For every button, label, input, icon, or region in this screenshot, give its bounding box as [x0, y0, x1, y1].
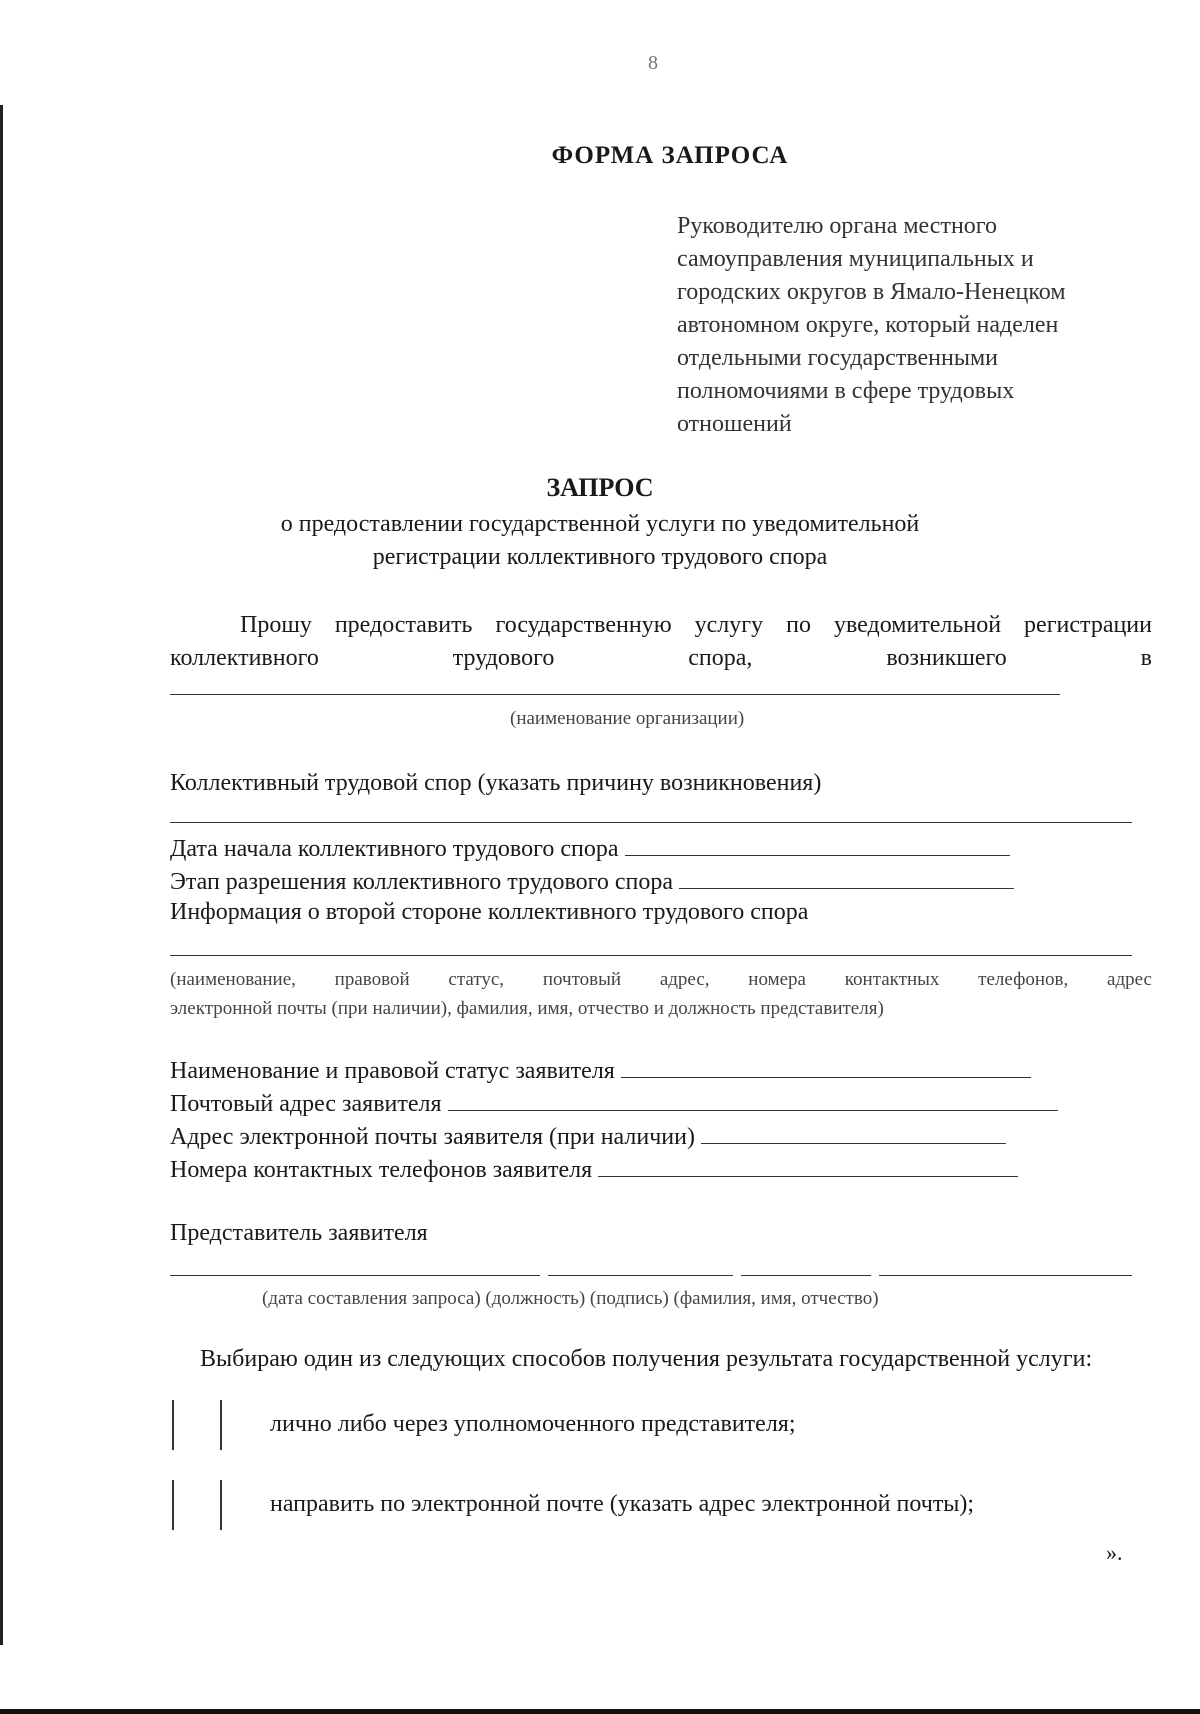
applicant-name-input-line[interactable]	[621, 1055, 1031, 1078]
delivery-method-intro: Выбираю один из следующих способов получения результата государственной услуги:	[200, 1346, 1093, 1372]
addressee-line: автономном округе, который наделен	[677, 312, 1059, 338]
addressee-line: Руководителю органа местного	[677, 213, 998, 239]
resolution-stage-label: Этап разрешения коллективного трудового спора	[170, 869, 674, 895]
signature-date-line[interactable]	[170, 1275, 540, 1276]
resolution-stage-input-line[interactable]	[679, 866, 1014, 889]
request-subtitle-line: о предоставлении государственной услуги по уведомительной	[280, 511, 920, 537]
second-party-label: Информация о второй стороне коллективного трудового спора	[170, 899, 809, 925]
applicant-phones-field	[170, 1154, 1018, 1184]
applicant-address-label: Почтовый адрес заявителя	[170, 1091, 442, 1117]
resolution-stage-field	[170, 866, 1014, 896]
second-party-caption-line: электронной почты (при наличии), фамилия, имя, отчество и должность представителя)	[170, 998, 884, 1019]
dispute-reason-label: Коллективный трудовой спор (указать причину возникновения)	[170, 770, 822, 796]
option-email-checkbox[interactable]	[172, 1480, 222, 1530]
start-date-field	[170, 833, 1010, 863]
second-party-caption	[170, 965, 1152, 1023]
applicant-email-input-line[interactable]	[701, 1121, 1006, 1144]
applicant-phones-label: Номера контактных телефонов заявителя	[170, 1157, 593, 1183]
start-date-input-line[interactable]	[625, 833, 1010, 856]
signature-position-line[interactable]	[548, 1275, 733, 1276]
start-date-label: Дата начала коллективного трудового спора	[170, 836, 619, 862]
request-subtitle	[0, 508, 1200, 574]
signature-fullname-line[interactable]	[879, 1275, 1132, 1276]
applicant-phones-input-line[interactable]	[598, 1154, 1018, 1177]
page-number: 8	[648, 52, 658, 74]
request-body-text: Прошу предоставить государственную услугу по уведомительной регистрации коллективного трудового спора, возникшего в	[170, 612, 1152, 671]
applicant-address-field	[170, 1088, 1058, 1118]
organization-name-line[interactable]	[170, 694, 1060, 695]
addressee-line: самоуправления муниципальных и	[677, 246, 1034, 272]
applicant-email-label: Адрес электронной почты заявителя (при наличии)	[170, 1124, 695, 1150]
applicant-name-field	[170, 1055, 1031, 1085]
second-party-caption-line: (наименование, правовой статус, почтовый адрес, номера контактных телефонов, адрес	[170, 969, 1152, 990]
organization-caption: (наименование организации)	[510, 708, 745, 729]
signature-sign-line[interactable]	[741, 1275, 871, 1276]
option-in-person-label: лично либо через уполномоченного представителя;	[270, 1411, 796, 1437]
applicant-name-label: Наименование и правовой статус заявителя	[170, 1058, 615, 1084]
signature-caption: (дата составления запроса) (должность) (подпись) (фамилия, имя, отчество)	[262, 1288, 879, 1309]
applicant-address-input-line[interactable]	[448, 1088, 1058, 1111]
addressee-line: городских округов в Ямало-Ненецком	[677, 279, 1066, 305]
second-party-line[interactable]	[170, 955, 1132, 956]
option-email-label: направить по электронной почте (указать адрес электронной почты);	[270, 1491, 975, 1517]
addressee-block	[677, 210, 1157, 441]
representative-label: Представитель заявителя	[170, 1220, 428, 1246]
addressee-line: отношений	[677, 411, 792, 437]
closing-quote: ».	[1106, 1540, 1123, 1565]
request-title: ЗАПРОС	[546, 473, 654, 502]
addressee-line: отдельными государственными	[677, 345, 998, 371]
applicant-email-field	[170, 1121, 1006, 1151]
dispute-reason-line[interactable]	[170, 822, 1132, 823]
option-in-person-checkbox[interactable]	[172, 1400, 222, 1450]
scan-left-edge	[0, 105, 3, 1645]
form-title: ФОРМА ЗАПРОСА	[551, 142, 789, 169]
request-subtitle-line: регистрации коллективного трудового спора	[372, 544, 828, 570]
addressee-line: полномочиями в сфере трудовых	[677, 378, 1015, 404]
scan-bottom-edge	[0, 1709, 1200, 1714]
